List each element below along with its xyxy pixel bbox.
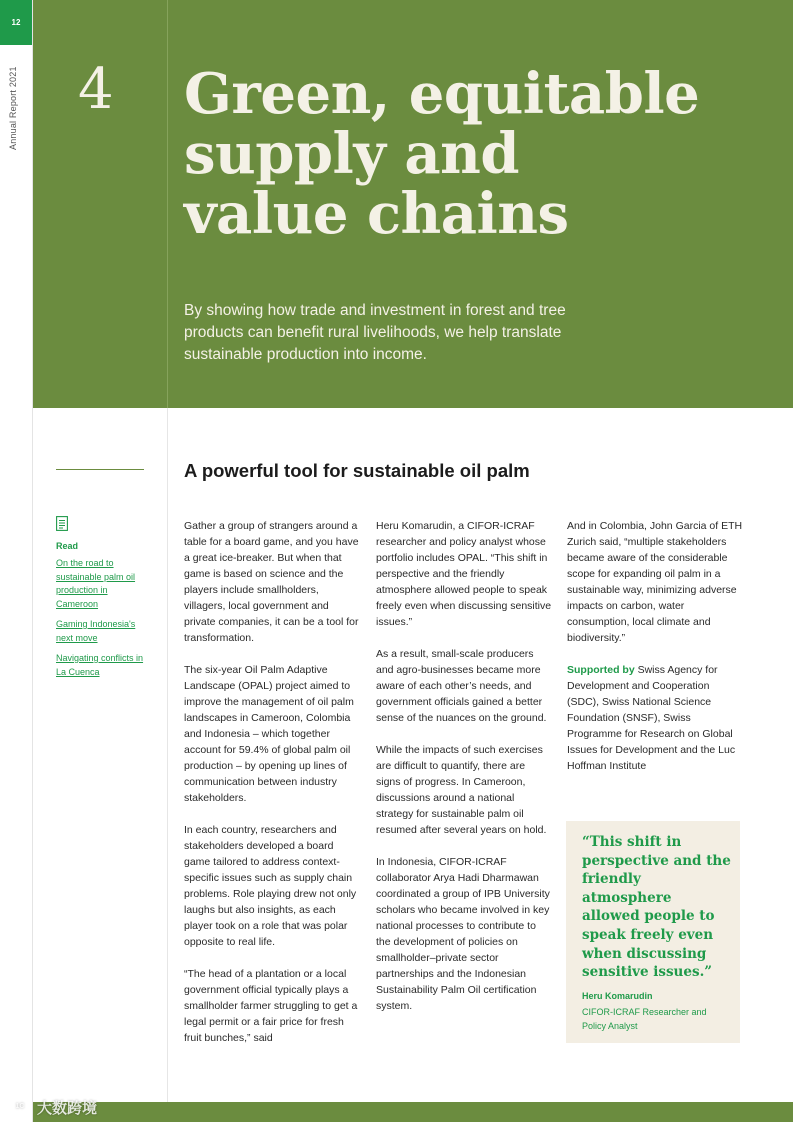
watermark-logo-icon: 1C bbox=[8, 1096, 32, 1118]
chapter-title-line: supply and bbox=[184, 121, 520, 187]
supported-by-label: Supported by bbox=[567, 664, 635, 676]
chapter-hero bbox=[33, 0, 793, 408]
paragraph: In each country, researchers and stakeholders developed a board game tailored to address context-specific issues such as supply chain problems. Role playing drew not only laughs but also insights, as each player took on a role that was polar opposite to real life. bbox=[184, 824, 357, 948]
running-head: Annual Report 2021 bbox=[8, 66, 18, 150]
watermark-text: 大数跨境 bbox=[37, 1099, 98, 1117]
chapter-title-line: value chains bbox=[184, 181, 569, 247]
paragraph: Heru Komarudin, a CIFOR-ICRAF researcher and policy analyst whose portfolio includes OPAL. “This shift in perspective and the friendly atmosphere allowed people to speak freely even when discussing sensitive issues.” bbox=[376, 520, 552, 628]
pull-quote-text: “This shift in perspective and the friendly atmosphere allowed people to speak freely even when discussing sensitive issues.” bbox=[582, 834, 731, 981]
pull-quote-role: CIFOR-ICRAF Researcher and Policy Analyst bbox=[582, 1007, 707, 1031]
sidebar-rule bbox=[56, 469, 144, 470]
chapter-title bbox=[184, 61, 784, 247]
pull-quote bbox=[566, 821, 740, 1043]
read-link-cameroon[interactable]: On the road to sustainable palm oil production in Cameroon bbox=[56, 558, 136, 609]
article-column-3 bbox=[567, 518, 743, 790]
page-number: 12 bbox=[0, 0, 32, 45]
paragraph: The six-year Oil Palm Adaptive Landscape (OPAL) project aimed to improve the management of oil palm landscapes in Cameroon, Colombia and Indonesia – which together account for 59.4% of global palm oil production – by opening up lines of communication between industry stakeholders. bbox=[184, 664, 354, 804]
paragraph: As a result, small-scale producers and agro-businesses became more aware of each other’s needs, and government officials gained a better sense of the nuances on the ground. bbox=[376, 648, 547, 724]
read-link-indonesia[interactable]: Gaming Indonesia's next move bbox=[56, 619, 136, 643]
read-link-la-cuenca[interactable]: Navigating conflicts in La Cuenca bbox=[56, 653, 144, 677]
paragraph: In Indonesia, CIFOR-ICRAF collaborator Arya Hadi Dharmawan coordinated a group of IPB University scholars who became involved in key national processes to contribute to the development of policies on smallholder–private sector partnerships and the Indonesian Sustainability Palm Oil certification system. bbox=[376, 856, 550, 1012]
paragraph: Gather a group of strangers around a table for a board game, and you have a great ice-breaker. But when that game is based on science and the players include smallholders, villagers, local government and private companies, it can be a tool for transformation. bbox=[184, 520, 359, 644]
hero-divider bbox=[167, 0, 168, 408]
footer-bar bbox=[33, 1102, 793, 1122]
paragraph: While the impacts of such exercises are difficult to quantify, there are signs of progress. In Cameroon, discussions around a national strategy for sustainable palm oil resumed after several years on hold. bbox=[376, 744, 547, 836]
chapter-intro: By showing how trade and investment in forest and tree products can benefit rural livelihoods, we help translate sustainable production into income. bbox=[184, 302, 566, 363]
article-column-2 bbox=[376, 518, 552, 1030]
read-label: Read bbox=[56, 541, 79, 551]
column-divider bbox=[167, 408, 168, 1102]
chapter-title-line: Green, equitable bbox=[184, 61, 700, 127]
chapter-number: 4 bbox=[78, 57, 114, 122]
paragraph: “The head of a plantation or a local government official typically plays a smallholder farmer struggling to get a legal permit or a fair price for fresh fruit bunches,” said bbox=[184, 968, 358, 1044]
paragraph: And in Colombia, John Garcia of ETH Zurich said, “multiple stakeholders became aware of the considerable scope for expanding oil palm in a sustainable way, minimizing adverse impacts on carbon, water consumption, local climate and biodiversity.” bbox=[567, 520, 743, 644]
read-links bbox=[56, 557, 152, 686]
document-icon bbox=[56, 516, 68, 531]
supported-by-text: Swiss Agency for Development and Cooperation (SDC), Swiss National Science Foundation (SNSF), Swiss Programme for Research on Global Issues for Development and the Luc Hoffman Institute bbox=[567, 664, 736, 772]
left-margin-strip bbox=[0, 0, 33, 1122]
article-column-1 bbox=[184, 518, 360, 1062]
section-title: A powerful tool for sustainable oil palm bbox=[184, 460, 530, 481]
supported-by bbox=[567, 662, 743, 774]
watermark bbox=[8, 1094, 97, 1120]
pull-quote-name: Heru Komarudin bbox=[582, 991, 653, 1001]
